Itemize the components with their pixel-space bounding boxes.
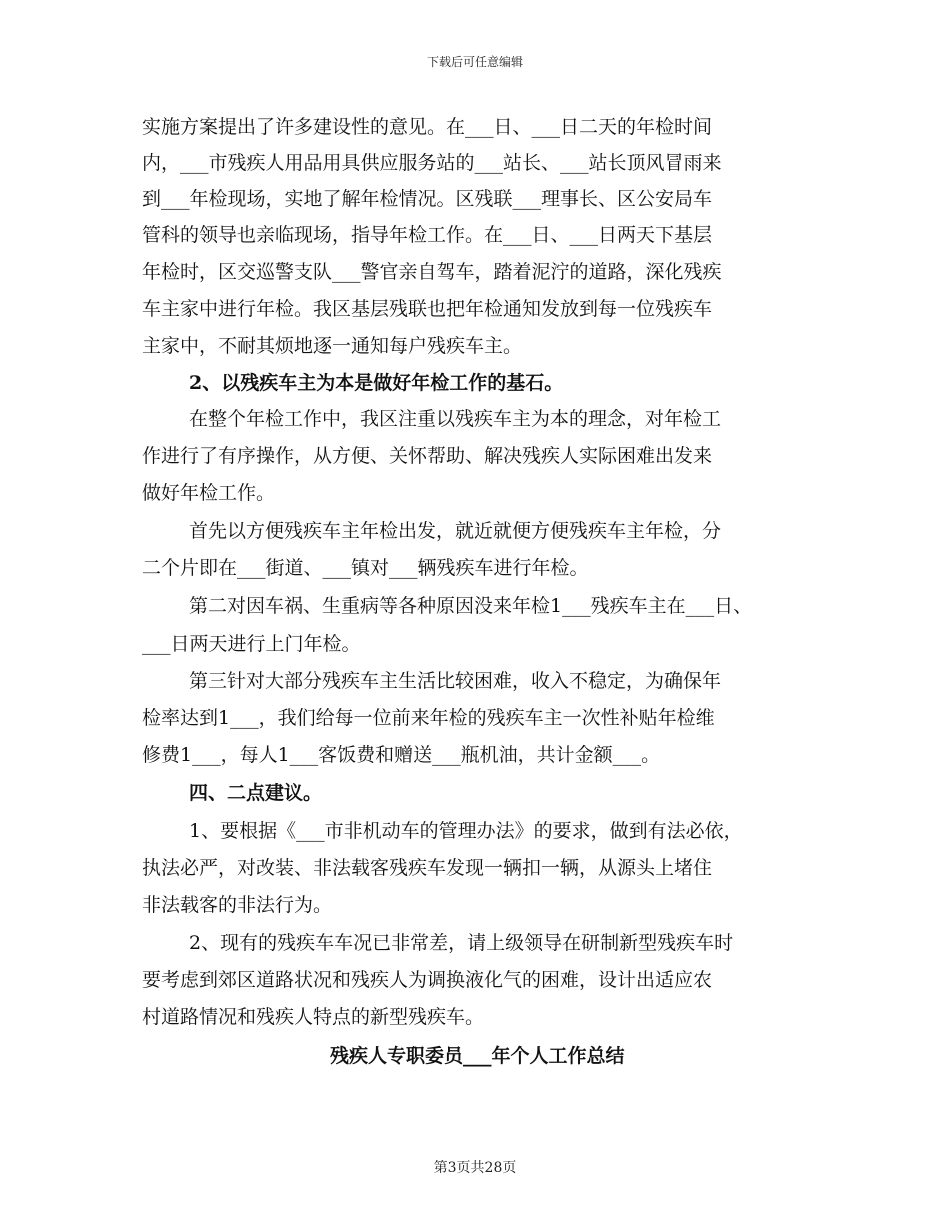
body-line: 管科的领导也亲临现场，指导年检工作。在___日、___日两天下基层 xyxy=(142,224,713,246)
section-heading: 2、以残疾车主为本是做好年检工作的基石。 xyxy=(189,372,564,394)
body-line: 第三针对大部分残疾车主生活比较困难，收入不稳定，为确保年 xyxy=(189,670,722,692)
body-line: 实施方案提出了许多建设性的意见。在___日、___日二天的年检时间 xyxy=(142,116,713,138)
next-document-title: 残疾人专职委员___年个人工作总结 xyxy=(330,1045,625,1067)
body-line: 做好年检工作。 xyxy=(142,482,276,504)
body-line: 执法必严，对改装、非法载客残疾车发现一辆扣一辆，从源头上堵住 xyxy=(142,857,713,879)
body-line: 主家中，不耐其烦地逐一通知每户残疾车主。 xyxy=(142,335,523,357)
body-line: 到___年检现场，实地了解年检情况。区残联___理事长、区公安局车 xyxy=(142,188,713,210)
body-line: 内，___市残疾人用品用具供应服务站的___站长、___站长顶风冒雨来 xyxy=(142,152,722,174)
body-line: 检率达到1___，我们给每一位前来年检的残疾车主一次性补贴年检维 xyxy=(142,707,715,729)
body-line: 要考虑到郊区道路状况和残疾人为调换液化气的困难，设计出适应农 xyxy=(142,969,713,991)
body-line: 修费1___，每人1___客饭费和赠送___瓶机油，共计金额___。 xyxy=(142,744,661,766)
body-line: 村道路情况和残疾人特点的新型残疾车。 xyxy=(142,1006,485,1028)
body-line: 1、要根据《___市非机动车的管理办法》的要求，做到有法必依， xyxy=(189,820,743,842)
body-line: 2、现有的残疾车车况已非常差，请上级领导在研制新型残疾车时 xyxy=(189,932,734,954)
body-line: 二个片即在___街道、___镇对___辆残疾车进行年检。 xyxy=(142,557,589,579)
body-line: 非法载客的非法行为。 xyxy=(142,894,333,916)
body-line: 第二对因车祸、生重病等各种原因没来年检1___残疾车主在___日、 xyxy=(189,595,753,617)
body-line: 年检时，区交巡警支队___警官亲自驾车，踏着泥泞的道路，深化残疾 xyxy=(142,261,722,283)
body-line: 作进行了有序操作，从方便、关怀帮助、解决残疾人实际困难出发来 xyxy=(142,445,713,467)
body-line: 车主家中进行年检。我区基层残联也把年检通知发放到每一位残疾车 xyxy=(142,298,713,320)
page-number: 第3页共28页 xyxy=(433,1160,517,1176)
body-line: 首先以方便残疾车主年检出发，就近就便方便残疾车主年检，分 xyxy=(189,520,722,542)
body-line: 在整个年检工作中，我区注重以残疾车主为本的理念，对年检工 xyxy=(189,408,722,430)
body-line: ___日两天进行上门年检。 xyxy=(142,633,361,655)
page-header: 下载后可任意编辑 xyxy=(426,55,523,69)
section-heading: 四、二点建议。 xyxy=(189,782,323,804)
